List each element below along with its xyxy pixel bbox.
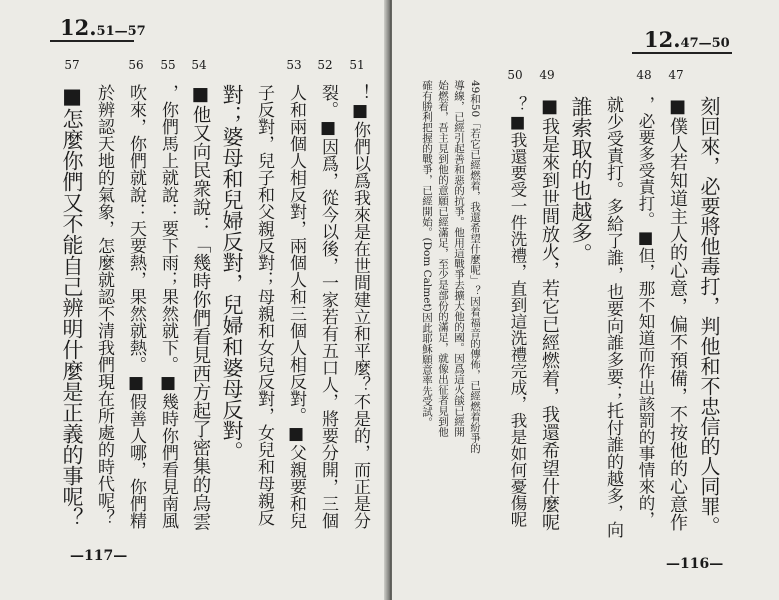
verse-range: 47—50 [680,36,730,51]
header-rule [50,40,134,42]
verse-number: 53 [286,58,302,72]
verse-number: 50 [507,68,523,82]
text-column: 人和兩個人相反對，兩個人和三個人相反對。■父親要和兒 [286,84,306,529]
verse-number: 55 [160,58,176,72]
commentary-line: 導線，已經引起善和惡的抗爭。他用這戰爭去擴大他的國。因爲這火燄已經開 [453,80,465,437]
page-number: —117— [70,548,128,564]
commentary-line: 確有勝利把握的戰爭，已經開始。(Dom Calmet)因此耶穌願意率先受試。 [421,80,433,428]
text-column: 對；婆母和兒婦反對，兒婦和婆母反對。 [220,84,244,462]
verse-number: 56 [128,58,144,72]
page-number: —116— [666,556,724,572]
verse-number: 48 [636,68,652,82]
text-column: 裂。■因爲，從今以後，一家若有五口人，將要分開，三個 [318,84,338,529]
text-column: ，必要多受責打。■但，那不知道而作出該罰的事情來的， [636,96,655,528]
chapter-number: 12. [60,15,97,40]
verse-number: 47 [668,68,684,82]
verse-range: 51—57 [96,24,146,39]
chapter-number: 12. [644,27,681,52]
text-column: ■他又向民衆說：「幾時你們看見西方起了密集的烏雲 [190,84,211,531]
verse-number: 52 [317,58,333,72]
text-column: ，你們馬上就說：要下雨；果然就下。■幾時你們看見南風 [158,84,178,529]
text-column: 子反對，兒子和父親反對；母親和女兒反對，女兒和母親反 [254,84,274,526]
text-column: ■怎麼你們又不能自己辨明什麼是正義的事呢？ [60,84,84,528]
text-column: ！■你們以爲我來是在世間建立和平麼？不是的，而正是分 [350,84,370,529]
text-column: 誰索取的也越多。 [569,96,593,264]
text-column: ■我是來到世間放火，若它已經燃着，我還希望什麼呢 [539,96,560,531]
header-rule [632,52,732,54]
text-column: 吹來，你們就說：天要熱，果然就熱。■假善人哪，你們精 [126,84,146,529]
verse-number: 49 [539,68,555,82]
text-column: 刻回來，必要將他毒打，判他和不忠信的人同罪。 [697,96,721,536]
right-page [392,0,779,600]
verse-number: 57 [64,58,80,72]
text-column: ？■我還要受一件洗禮，直到這洗禮完成，我是如何憂傷呢 [508,96,527,528]
commentary-line: 始燃着，吾主見到他的意願已經滿足，至少是部份的滿足，就像出征者見到他 [437,80,449,437]
text-column: ■僕人若知道主人的心意，偏不預備，不按他的心意作 [667,96,688,531]
left-page [0,0,388,600]
commentary-line: 49和50「若它已經燃着，我還希望什麼呢」？因着福音的傳佈，已經燃着紛爭的 [469,80,481,454]
verse-number: 51 [349,58,365,72]
verse-number: 54 [191,58,207,72]
text-column: 於辨認天地的氣象，怎麼就認不清我們現在所處的時代呢？ [94,84,114,526]
text-column: 就少受責打。多給了誰，也要向誰多要；托付誰的越多，向 [603,96,623,538]
